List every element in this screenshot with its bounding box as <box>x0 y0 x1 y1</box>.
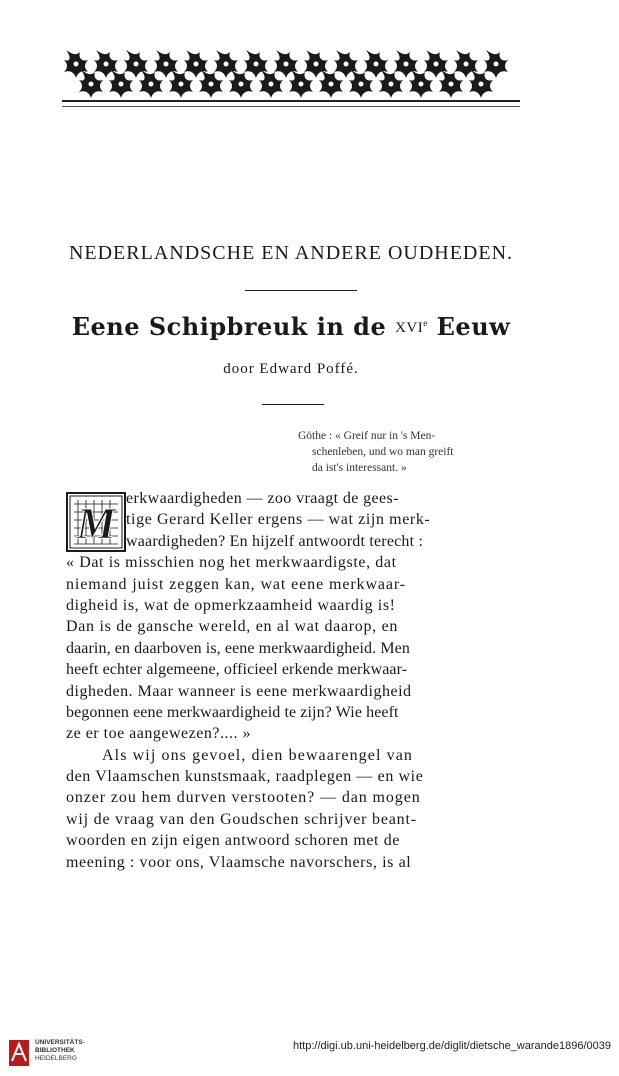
title-divider <box>245 290 357 291</box>
body-line: Als wij ons gevoel, dien bewaarengel van <box>102 746 414 764</box>
university-seal-icon <box>8 1039 30 1067</box>
drop-cap-letter: M <box>76 499 116 548</box>
library-name <box>35 1039 85 1063</box>
body-line: woorden en zijn eigen antwoord schoren met de <box>66 832 401 850</box>
body-line: tige Gerard Keller ergens — wat zijn merk- <box>126 511 431 529</box>
body-line: waardigheden? En hijzelf antwoordt terecht : <box>126 532 424 550</box>
epigraph <box>298 428 520 476</box>
body-line: wij de vraag van den Goudschen schrijver beant- <box>66 810 417 828</box>
body-line: Dan is de gansche wereld, en al wat daarop, en <box>66 618 399 636</box>
body-line: « Dat is misschien nog het merkwaardigste, dat <box>66 554 397 572</box>
article-title-tail: Eeuw <box>436 312 511 341</box>
library-name-line: UNIVERSITÄTS- <box>35 1039 85 1046</box>
header-rule <box>62 100 520 107</box>
body-line: onzer zou hem durven verstooten? — dan mogen <box>66 789 421 807</box>
author-divider <box>262 404 324 405</box>
article-title-roman <box>395 320 428 336</box>
library-name-line: BIBLIOTHEK <box>35 1047 75 1054</box>
epigraph-line: Göthe : « Greif nur in 's Men- <box>298 430 436 442</box>
section-title: NEDERLANDSCHE EN ANDERE OUDHEDEN. <box>68 242 514 264</box>
epigraph-line: schenleben, und wo man greift <box>312 446 454 458</box>
article-title <box>62 312 520 341</box>
article-title-main: Eene Schipbreuk in de <box>71 312 387 341</box>
body-line: daarin, en daarboven is, eene merkwaardigheid. Men <box>66 639 410 657</box>
body-line: den Vlaamschen kunstsmaak, raadplegen — en wie <box>66 768 424 786</box>
body-line: heeft echter algemeene, officieel erkende merkwaar- <box>66 661 408 679</box>
body-line: erkwaardigheden — zoo vraagt de gees- <box>126 490 399 507</box>
roman-numeral: XVI <box>395 320 424 336</box>
body-line: digheden. Maar wanneer is eene merkwaardigheid <box>66 682 412 700</box>
epigraph-line: da ist's interessant. » <box>312 462 407 474</box>
header-ornament <box>62 48 520 98</box>
author-line: door Edward Poffé. <box>223 361 359 377</box>
body-line: digheid is, wat de opmerkzaamheid waardig is! <box>66 596 396 614</box>
floral-ornament-icon <box>62 48 520 98</box>
source-url-link[interactable]: http://digi.ub.uni-heidelberg.de/diglit/dietsche_warande1896/0039 <box>292 1040 611 1052</box>
body-line: begonnen eene merkwaardigheid te zijn? Wie heeft <box>66 703 399 721</box>
body-line: ze er toe aangewezen?.... » <box>66 725 251 743</box>
library-name-line: HEIDELBERG <box>35 1055 77 1062</box>
body-text <box>66 488 520 873</box>
body-line: meening : voor ons, Vlaamsche navorschers, is al <box>66 853 412 871</box>
roman-sup: e <box>423 318 428 328</box>
body-line: niemand juist zeggen kan, wat eene merkwaar- <box>66 575 407 593</box>
library-logo[interactable] <box>8 1036 128 1072</box>
